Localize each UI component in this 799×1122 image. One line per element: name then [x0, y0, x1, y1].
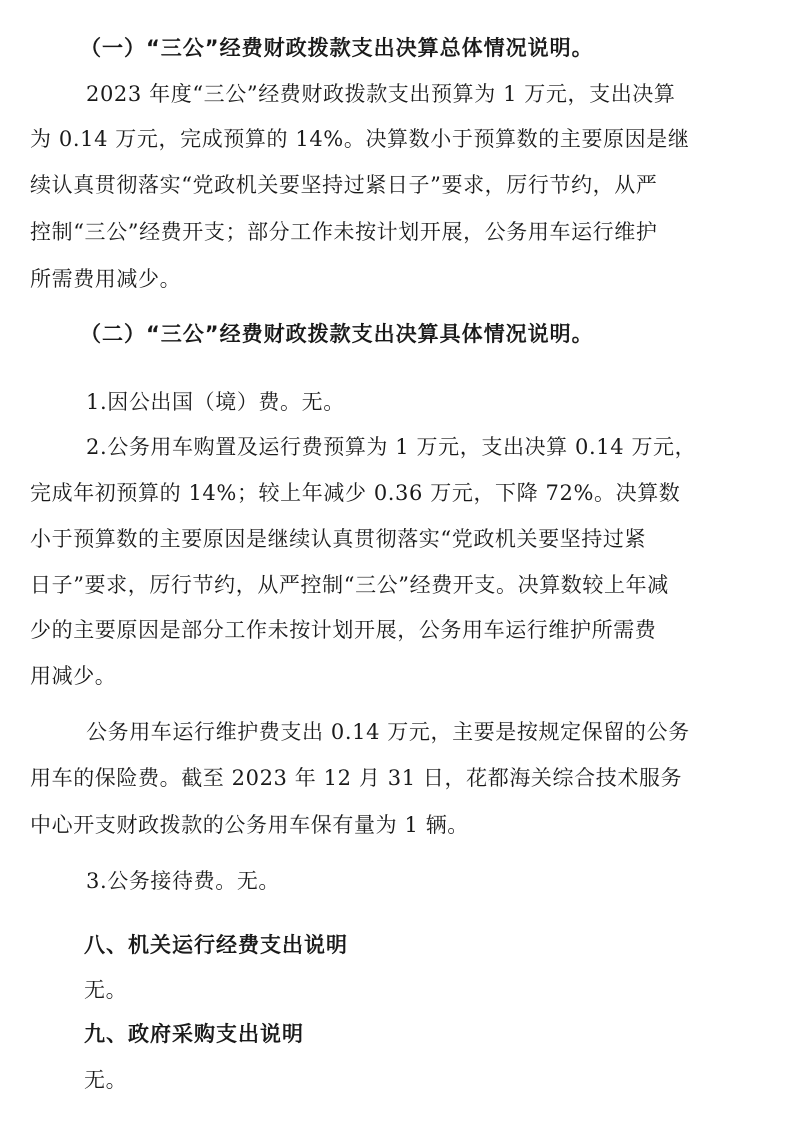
item-two-para-line-3: 小于预算数的主要原因是继续认真贯彻落实“党政机关要坚持过紧	[30, 527, 647, 551]
item-three: 3.公务接待费。无。	[86, 869, 281, 893]
section-nine-body: 无。	[84, 1068, 128, 1092]
vehicle-para-line-2: 用车的保险费。截至 2023 年 12 月 31 日，花都海关综合技术服务	[30, 766, 683, 790]
section-two-heading: （二）“三公”经费财政拨款支出决算具体情况说明。	[80, 322, 594, 346]
section-one-para-line-4: 控制“三公”经费开支；部分工作未按计划开展，公务用车运行维护	[30, 220, 658, 244]
section-eight-heading: 八、机关运行经费支出说明	[84, 933, 348, 957]
section-one-para-line-3: 续认真贯彻落实“党政机关要坚持过紧日子”要求，厉行节约，从严	[30, 173, 658, 197]
item-two-para-line-6: 用减少。	[30, 664, 117, 688]
item-one: 1.因公出国（境）费。无。	[86, 390, 345, 414]
section-one-para-line-5: 所需费用减少。	[30, 267, 182, 291]
section-one-para-line-1: 2023 年度“三公”经费财政拨款支出预算为 1 万元，支出决算	[86, 82, 676, 106]
item-two-para-line-5: 少的主要原因是部分工作未按计划开展，公务用车运行维护所需费	[30, 618, 657, 642]
section-one-heading: （一）“三公”经费财政拨款支出决算总体情况说明。	[80, 36, 594, 60]
section-nine-heading: 九、政府采购支出说明	[84, 1022, 304, 1046]
item-two-para-line-4: 日子”要求，厉行节约，从严控制“三公”经费开支。决算数较上年减	[30, 573, 669, 597]
item-two-para-line-1: 2.公务用车购置及运行费预算为 1 万元，支出决算 0.14 万元，	[86, 435, 697, 459]
item-two-para-line-2: 完成年初预算的 14%；较上年减少 0.36 万元，下降 72%。决算数	[30, 481, 681, 505]
vehicle-para-line-3: 中心开支财政拨款的公务用车保有量为 1 辆。	[30, 813, 469, 837]
section-one-para-line-2: 为 0.14 万元，完成预算的 14%。决算数小于预算数的主要原因是继	[30, 127, 690, 151]
section-eight-body: 无。	[84, 978, 128, 1002]
vehicle-para-line-1: 公务用车运行维护费支出 0.14 万元，主要是按规定保留的公务	[86, 720, 690, 744]
